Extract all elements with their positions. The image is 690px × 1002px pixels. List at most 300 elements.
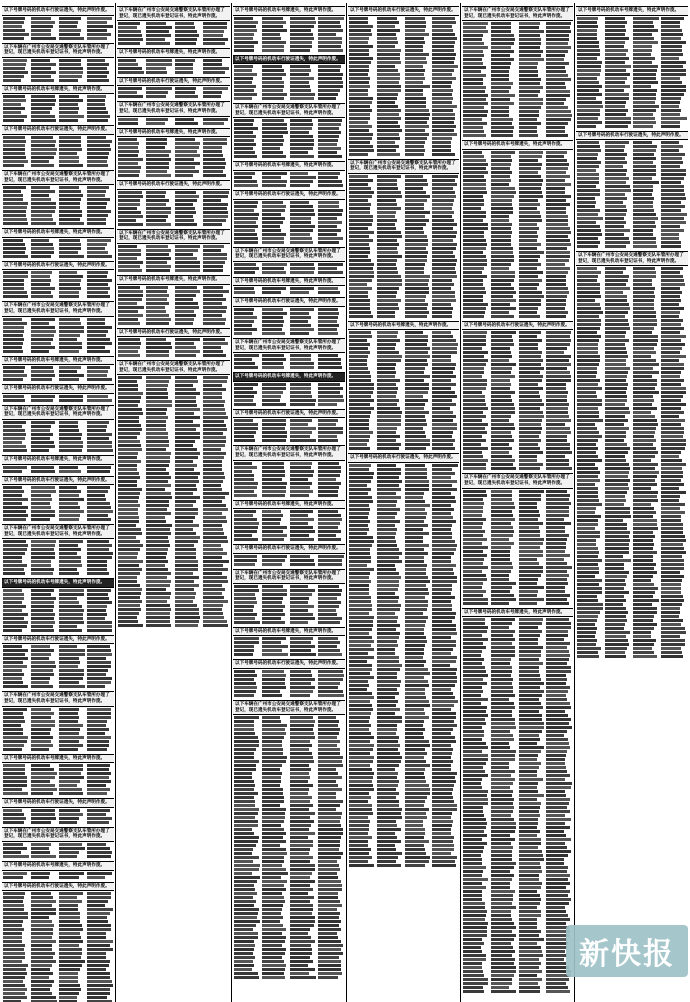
plate-number-entry (31, 791, 57, 795)
plate-number-list (2, 539, 114, 575)
plate-number-entry (175, 353, 201, 357)
entry-text-glyphs (87, 518, 111, 521)
plate-number-list (2, 185, 114, 225)
plate-number-list (2, 94, 114, 122)
plate-number-entry (3, 118, 29, 122)
plate-number-entry (203, 353, 229, 357)
entry-text-glyphs (31, 685, 53, 688)
entry-text-glyphs (290, 184, 310, 187)
plate-number-list (2, 842, 114, 858)
entry-text-glyphs (318, 439, 338, 442)
notice-heading: 以下号牌号码的机动车行驶证遗失，特此声明作废。 (2, 261, 114, 271)
entry-text-glyphs (87, 295, 110, 298)
entry-text-glyphs (31, 792, 53, 795)
entry-text-glyphs (234, 494, 257, 497)
plate-number-entry (318, 183, 344, 187)
plate-number-entry (175, 173, 201, 177)
entry-text-glyphs (405, 447, 426, 450)
plate-number-entry (290, 493, 316, 497)
entry-text-glyphs (175, 71, 193, 74)
entry-text-glyphs (118, 223, 143, 226)
plate-number-entry (59, 254, 85, 258)
entry-text-glyphs (3, 572, 25, 575)
entry-text-glyphs (203, 95, 222, 98)
entry-text-glyphs (87, 572, 109, 575)
plate-number-list (348, 463, 459, 627)
plate-number-list (233, 418, 345, 442)
entry-text-glyphs (31, 518, 50, 521)
plate-number-entry (31, 118, 57, 122)
entry-text-glyphs (146, 42, 170, 45)
plate-number-list (2, 365, 114, 381)
entry-text-glyphs (3, 470, 22, 473)
plate-number-entry (290, 331, 316, 335)
entry-text-glyphs (59, 79, 78, 82)
notice-heading: 以下车辆在广州市公安局交通警察支队车管所办理了登记，现已遗失机动车登记证书，特此声明作废。 (233, 700, 345, 715)
entry-text-glyphs (262, 439, 286, 442)
entry-text-glyphs (234, 621, 260, 624)
entry-text-glyphs (3, 79, 21, 82)
plate-number-entry (349, 314, 375, 318)
plate-number-entry (405, 152, 431, 156)
plate-number-entry (31, 78, 57, 82)
plate-number-entry (59, 791, 85, 795)
plate-number-entry (3, 398, 29, 402)
plate-number-entry (175, 321, 201, 325)
plate-number-entry (318, 438, 344, 442)
entry-text-glyphs (234, 976, 259, 979)
entry-text-glyphs (31, 79, 54, 82)
entry-text-glyphs (3, 748, 22, 751)
plate-number-entry (31, 294, 57, 298)
plate-number-list (348, 16, 459, 156)
entry-text-glyphs (3, 37, 24, 40)
plate-number-entry (87, 448, 113, 452)
plate-number-entry (146, 222, 172, 226)
plate-number-entry (262, 562, 288, 566)
entry-text-glyphs (87, 37, 107, 40)
plate-number-entry (3, 349, 29, 353)
plate-number-entry (290, 96, 316, 100)
plate-number-entry (31, 349, 57, 353)
entry-text-glyphs (3, 518, 26, 521)
plate-number-list (233, 739, 345, 979)
plate-number-entry (59, 448, 85, 452)
plate-number-entry (87, 398, 113, 402)
plate-number-list (117, 21, 230, 45)
plate-number-entry (59, 628, 85, 632)
entry-text-glyphs (318, 366, 342, 369)
entry-text-glyphs (31, 855, 56, 858)
plate-number-entry (118, 173, 144, 177)
plate-number-list (233, 118, 345, 158)
column-divider (574, 3, 575, 1002)
notice-heading: 以下车辆在广州市公安局交通警察支队车管所办理了登记，现已遗失机动车登记证书，特此声明作废。 (2, 691, 114, 706)
plate-number-entry (31, 469, 57, 473)
plate-number-entry (290, 48, 316, 52)
plate-number-entry (175, 268, 201, 272)
plate-number-entry (59, 163, 85, 167)
plate-number-entry (31, 221, 57, 225)
plate-number-entry (3, 221, 29, 225)
notice-heading: 以下车辆在广州市公安局交通警察支队车管所办理了登记，现已遗失机动车登记证书，特此声明作废。 (2, 524, 114, 539)
plate-number-entry (318, 365, 344, 369)
entry-text-glyphs (3, 378, 23, 381)
plate-number-list (233, 171, 345, 187)
entry-text-glyphs (290, 494, 309, 497)
entry-text-glyphs (175, 354, 196, 357)
plate-number-entry (146, 94, 172, 98)
plate-number-entry (3, 448, 29, 452)
entry-text-glyphs (262, 694, 282, 697)
plate-number-entry (290, 537, 316, 541)
plate-number-entry (118, 70, 144, 74)
entry-text-glyphs (87, 449, 113, 452)
notice-heading: 以下车辆在广州市公安局交通警察支队车管所办理了登记，现已遗失机动车登记证书，特此声明作废。 (117, 6, 230, 21)
entry-text-glyphs (31, 295, 53, 298)
entry-text-glyphs (262, 403, 286, 406)
notice-heading: 以下号牌号码的机动车行驶证遗失，特此声明作废。 (348, 453, 459, 463)
plate-number-entry (318, 562, 344, 566)
plate-number-entry (234, 96, 260, 100)
entry-text-glyphs (349, 447, 370, 450)
entry-text-glyphs (318, 155, 342, 158)
plate-number-entry (234, 240, 260, 244)
plate-number-list (117, 285, 230, 325)
plate-number-list (2, 707, 114, 751)
plate-number-entry (118, 41, 144, 45)
plate-number-entry (175, 94, 201, 98)
column-divider (346, 3, 347, 1002)
plate-number-entry (59, 36, 85, 40)
entry-text-glyphs (87, 821, 109, 824)
plate-number-entry (3, 517, 29, 521)
entry-text-glyphs (290, 403, 315, 406)
plate-number-entry (262, 652, 288, 656)
plate-number-entry (262, 438, 288, 442)
plate-number-entry (118, 321, 144, 325)
entry-text-glyphs (59, 685, 85, 688)
plate-number-entry (318, 48, 344, 52)
plate-number-list (233, 353, 345, 369)
entry-text-glyphs (87, 378, 112, 381)
plate-number-entry (318, 331, 344, 335)
plate-number-entry (31, 398, 57, 402)
plate-number-entry (59, 294, 85, 298)
plate-number-entry (377, 446, 403, 450)
plate-number-entry (203, 173, 229, 177)
plate-number-entry (377, 152, 403, 156)
entry-text-glyphs (31, 572, 53, 575)
entry-text-glyphs (290, 563, 315, 566)
plate-number-entry (262, 154, 288, 158)
plate-number-list (2, 871, 114, 879)
entry-text-glyphs (203, 354, 226, 357)
plate-number-entry (175, 623, 201, 627)
plate-number-entry (318, 402, 344, 406)
entry-text-glyphs (146, 354, 169, 357)
entry-text-glyphs (262, 332, 285, 335)
entry-text-glyphs (59, 470, 81, 473)
plate-number-entry (87, 517, 113, 521)
entry-text-glyphs (59, 255, 84, 258)
plate-number-entry (59, 747, 85, 751)
entry-text-glyphs (118, 42, 140, 45)
notice-heading: 以下号牌号码的机动车号牌遗失，特此声明作废。 (2, 85, 114, 95)
entry-text-glyphs (290, 621, 308, 624)
entry-text-glyphs (262, 563, 282, 566)
entry-text-glyphs (31, 37, 56, 40)
entry-text-glyphs (59, 876, 79, 879)
plate-number-entry (234, 620, 260, 624)
entry-text-glyphs (59, 629, 82, 632)
notice-heading: 以下号牌号码的机动车号牌遗失，特此声明作废。 (233, 161, 345, 171)
entry-text-glyphs (262, 494, 285, 497)
entry-text-glyphs (59, 792, 83, 795)
plate-number-entry (31, 36, 57, 40)
notice-heading: 以下号牌号码的机动车行驶证遗失，特此声明作废。 (233, 544, 345, 554)
entry-text-glyphs (318, 653, 342, 656)
plate-number-list (2, 903, 114, 1002)
plate-number-entry (31, 684, 57, 688)
plate-number-list (233, 669, 345, 697)
plate-number-entry (432, 152, 458, 156)
notice-heading: 以下号牌号码的机动车行驶证遗失，特此声明作废。 (233, 409, 345, 419)
entry-text-glyphs (203, 71, 226, 74)
plate-number-entry (59, 349, 85, 353)
entry-text-glyphs (203, 269, 223, 272)
notice-heading: 以下号牌号码的机动车号牌遗失，特此声明作废。 (233, 500, 345, 510)
plate-number-entry (290, 183, 316, 187)
plate-number-entry (290, 693, 316, 697)
entry-text-glyphs (234, 97, 252, 100)
notice-heading: 以下车辆在广州市公安局交通警察支队车管所办理了登记，现已遗失机动车登记证书，特此声明作废。 (233, 338, 345, 353)
plate-number-entry (262, 537, 288, 541)
plate-number-entry (290, 365, 316, 369)
notice-heading: 以下车辆在广州市公安局交通警察支队车管所办理了登记，现已遗失机动车登记证书，特此声明作废。 (2, 43, 114, 58)
plate-number-entry (203, 268, 229, 272)
plate-number-entry (3, 163, 29, 167)
plate-number-list (233, 286, 345, 294)
plate-number-entry (31, 875, 57, 879)
entry-text-glyphs (31, 119, 56, 122)
plate-number-list (233, 461, 345, 497)
entry-text-glyphs (262, 97, 284, 100)
plate-number-entry (59, 118, 85, 122)
plate-number-entry (146, 353, 172, 357)
entry-text-glyphs (262, 49, 284, 52)
plate-number-entry (203, 321, 229, 325)
plate-number-entry (203, 121, 229, 125)
entry-text-glyphs (203, 122, 224, 125)
entry-text-glyphs (377, 153, 400, 156)
entry-text-glyphs (3, 350, 23, 353)
notice-heading: 以下号牌号码的机动车号牌遗失，特此声明作废。 (233, 6, 345, 16)
notice-heading: 以下车辆在广州市公安局交通警察支队车管所办理了登记，现已遗失机动车登记证书，特此声明作废。 (2, 301, 114, 316)
entry-text-glyphs (318, 184, 343, 187)
notice-heading: 以下车辆在广州市公安局交通警察支队车管所办理了登记，现已遗失机动车登记证书，特此声明作废。 (233, 247, 345, 262)
column-divider (460, 3, 461, 1002)
plate-number-entry (146, 321, 172, 325)
entry-text-glyphs (349, 153, 368, 156)
plate-number-entry (318, 975, 344, 979)
entry-text-glyphs (405, 315, 428, 318)
notice-heading: 以下号牌号码的机动车号牌遗失，特此声明作废。 (2, 754, 114, 764)
entry-text-glyphs (318, 271, 343, 274)
entry-text-glyphs (318, 563, 342, 566)
plate-number-list (2, 317, 114, 353)
notice-heading: 以下车辆在广州市公安局交通警察支队车管所办理了登记，现已遗失机动车登记证书，特此声明作废。 (117, 101, 230, 116)
notice-heading: 以下号牌号码的机动车号牌遗失，特此声明作废。 (2, 356, 114, 366)
entry-text-glyphs (175, 223, 198, 226)
plate-number-entry (234, 562, 260, 566)
plate-number-list (2, 394, 114, 402)
plate-number-entry (234, 975, 260, 979)
notice-heading: 以下车辆在广州市公安局交通警察支队车管所办理了登记，现已遗失机动车登记证书，特此声明作废。 (117, 229, 230, 244)
plate-number-list (233, 16, 345, 52)
entry-text-glyphs (234, 271, 255, 274)
entry-text-glyphs (118, 624, 143, 627)
plate-number-entry (234, 183, 260, 187)
plate-number-entry (118, 268, 144, 272)
plate-number-entry (31, 377, 57, 381)
entry-text-glyphs (87, 350, 110, 353)
plate-number-entry (290, 562, 316, 566)
entry-text-glyphs (290, 439, 316, 442)
plate-number-list (233, 64, 345, 100)
entry-text-glyphs (59, 350, 79, 353)
plate-number-entry (203, 41, 229, 45)
column-4 (348, 3, 459, 1002)
notice-heading: 以下号牌号码的机动车行驶证遗失，特此声明作废。 (2, 6, 114, 16)
entry-text-glyphs (59, 572, 79, 575)
plate-number-entry (59, 571, 85, 575)
notice-heading: 以下号牌号码的机动车行驶证遗失，特此声明作废。 (348, 6, 459, 16)
entry-text-glyphs (87, 876, 105, 879)
entry-text-glyphs (432, 153, 454, 156)
plate-number-list (117, 337, 230, 357)
entry-text-glyphs (59, 164, 83, 167)
plate-number-entry (175, 41, 201, 45)
notice-heading: 以下车辆在广州市公安局交通警察支队车管所办理了登记，现已遗失机动车登记证书，特此声明作废。 (233, 569, 345, 584)
column-2 (117, 3, 230, 1002)
entry-text-glyphs (234, 366, 258, 369)
plate-number-entry (234, 154, 260, 158)
plate-number-entry (405, 314, 431, 318)
plate-number-entry (3, 854, 29, 858)
plate-number-entry (3, 254, 29, 258)
plate-number-entry (262, 270, 288, 274)
notice-heading: 以下号牌号码的机动车行驶证遗失，特此声明作废。 (233, 659, 345, 669)
entry-text-glyphs (31, 449, 49, 452)
notice-heading: 以下号牌号码的机动车号牌遗失，特此声明作废。 (117, 275, 230, 285)
plate-number-entry (31, 163, 57, 167)
plate-number-entry (3, 377, 29, 381)
entry-text-glyphs (3, 449, 27, 452)
plate-number-entry (349, 446, 375, 450)
entry-text-glyphs (432, 315, 452, 318)
plate-number-entry (290, 154, 316, 158)
plate-number-entry (203, 222, 229, 226)
plate-number-entry (118, 94, 144, 98)
entry-text-glyphs (290, 155, 314, 158)
plate-number-entry (59, 221, 85, 225)
notice-heading: 以下车辆在广州市公安局交通警察支队车管所办理了登记，现已遗失机动车登记证书，特此声明作废。 (2, 405, 114, 420)
entry-text-glyphs (290, 291, 309, 294)
entry-text-glyphs (175, 122, 198, 125)
notice-heading: 以下号牌号码的机动车号牌遗失，特此声明作废。 (233, 627, 345, 637)
entry-text-glyphs (118, 322, 140, 325)
plate-number-entry (3, 469, 29, 473)
plate-number-entry (262, 402, 288, 406)
entry-text-glyphs (31, 821, 51, 824)
entry-text-glyphs (118, 174, 139, 177)
plate-number-entry (377, 314, 403, 318)
entry-text-glyphs (234, 184, 258, 187)
plate-number-entry (234, 331, 260, 335)
plate-number-entry (31, 854, 57, 858)
notice-heading: 以下车辆在广州市公安局交通警察支队车管所办理了登记，现已遗失机动车登记证书，特此声明作废。 (2, 827, 114, 842)
plate-number-entry (290, 620, 316, 624)
entry-text-glyphs (234, 403, 256, 406)
entry-text-glyphs (31, 222, 56, 225)
plate-number-list (2, 588, 114, 632)
entry-text-glyphs (318, 621, 340, 624)
entry-text-glyphs (290, 97, 314, 100)
entry-text-glyphs (146, 95, 166, 98)
plate-number-entry (87, 254, 113, 258)
plate-number-entry (234, 693, 260, 697)
plate-number-list (2, 135, 114, 167)
plate-number-entry (290, 402, 316, 406)
notice-heading: 以下号牌号码的机动车号牌遗失，特此声明作废。 (2, 861, 114, 871)
notice-heading: 以下号牌号码的机动车行驶证遗失，特此声明作废。 (117, 77, 230, 87)
plate-number-entry (318, 693, 344, 697)
entry-text-glyphs (59, 119, 78, 122)
plate-number-list (233, 382, 345, 406)
entry-text-glyphs (290, 976, 316, 979)
plate-number-list (117, 137, 230, 177)
plate-number-entry (234, 493, 260, 497)
plate-number-list (2, 808, 114, 824)
entry-text-glyphs (203, 223, 223, 226)
entry-text-glyphs (31, 629, 54, 632)
plate-number-entry (31, 628, 57, 632)
plate-number-entry (203, 623, 229, 627)
plate-number-entry (262, 240, 288, 244)
plate-number-list (117, 117, 230, 125)
plate-number-entry (318, 493, 344, 497)
plate-number-entry (87, 875, 113, 879)
plate-number-list (233, 554, 345, 566)
entry-text-glyphs (87, 222, 106, 225)
plate-number-entry (87, 628, 113, 632)
entry-text-glyphs (3, 821, 24, 824)
plate-number-list (117, 375, 230, 387)
notice-heading: 以下号牌号码的机动车行驶证遗失，特此声明作废。 (233, 297, 345, 307)
plate-number-entry (175, 121, 201, 125)
plate-number-list (117, 244, 230, 272)
entry-text-glyphs (203, 42, 225, 45)
plate-number-entry (318, 537, 344, 541)
entry-text-glyphs (146, 71, 166, 74)
entry-text-glyphs (262, 291, 281, 294)
entry-text-glyphs (318, 494, 338, 497)
column-divider (115, 3, 116, 1002)
plate-number-list (233, 715, 345, 739)
plate-number-list (2, 270, 114, 298)
entry-text-glyphs (31, 350, 49, 353)
